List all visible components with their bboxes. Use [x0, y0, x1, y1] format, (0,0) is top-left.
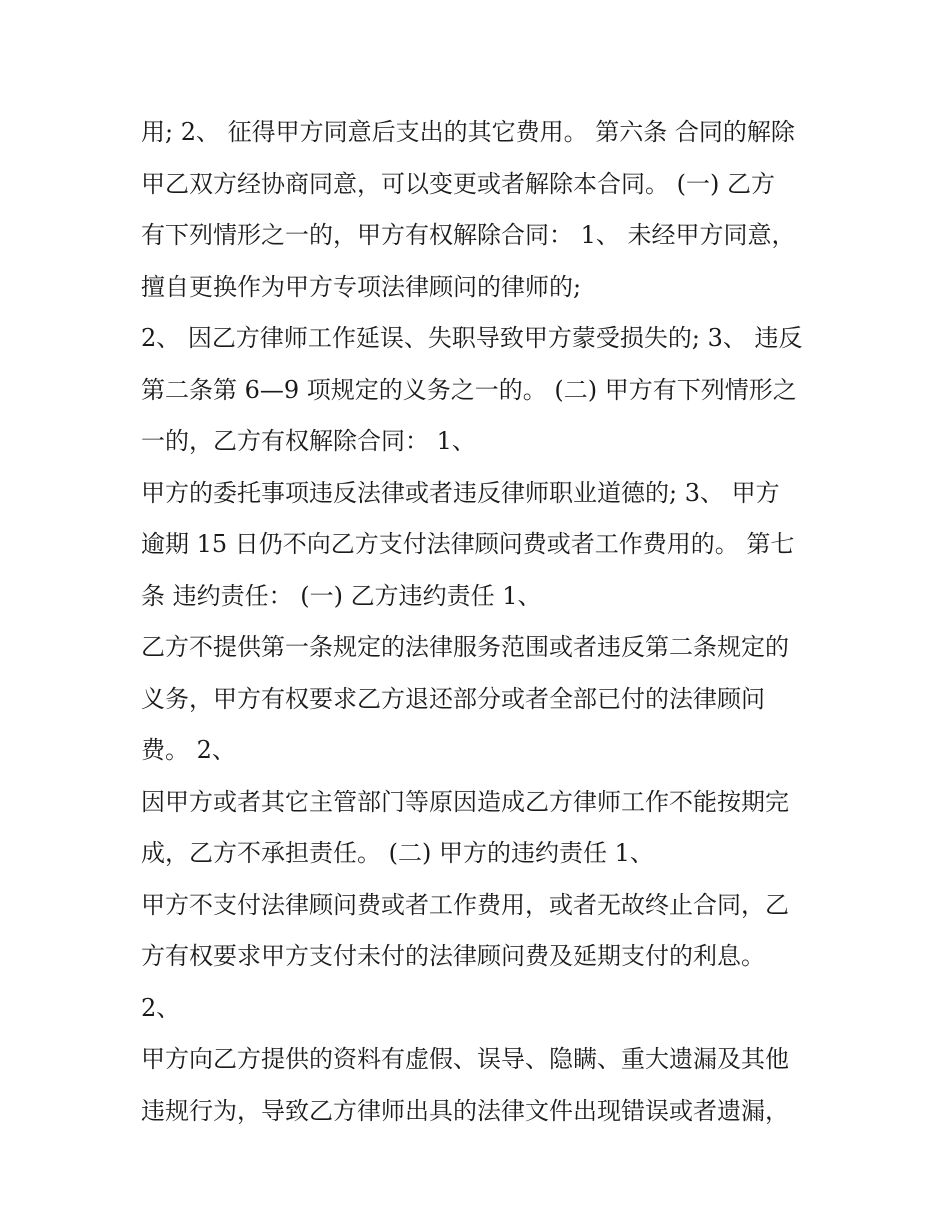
text-line: 2、 因乙方律师工作延误、失职导致甲方蒙受损失的; 3、 违反: [141, 324, 803, 352]
text-line: 一的，乙方有权解除合同： 1、: [141, 427, 476, 455]
text-line: 用; 2、 征得甲方同意后支出的其它费用。 第六条 合同的解除: [141, 118, 795, 146]
contract-text-block: [141, 107, 821, 1137]
text-line: 甲方的委托事项违反法律或者违反律师职业道德的; 3、 甲方: [141, 478, 780, 507]
text-line: 条 违约责任： (一) 乙方违约责任 1、: [141, 581, 542, 610]
text-line: 擅自更换作为甲方专项法律顾问的律师的;: [141, 272, 582, 301]
text-line: 逾期 15 日仍不向乙方支付法律顾问费或者工作费用的。 第七: [141, 530, 795, 558]
text-line: 第二条第 6—9 项规定的义务之一的。 (二) 甲方有下列情形之: [141, 375, 797, 404]
text-line: 甲乙双方经协商同意，可以变更或者解除本合同。 (一) 乙方: [141, 169, 775, 198]
text-line: 费。 2、: [141, 736, 236, 764]
text-line: 甲方不支付法律顾问费或者工作费用，或者无故终止合同，乙: [141, 890, 789, 919]
text-line: 有下列情形之一的，甲方有权解除合同： 1、 未经甲方同意，: [141, 221, 796, 249]
text-line: 义务，甲方有权要求乙方退还部分或者全部已付的法律顾问: [141, 684, 765, 713]
text-line: 甲方向乙方提供的资料有虚假、误导、隐瞒、重大遗漏及其他: [141, 1045, 789, 1073]
text-line: 方有权要求甲方支付未付的法律顾问费及延期支付的利息。: [141, 942, 765, 970]
text-line: 2、: [141, 993, 181, 1022]
text-line: 成，乙方不承担责任。 (二) 甲方的违约责任 1、: [141, 839, 654, 867]
text-line: 乙方不提供第一条规定的法律服务范围或者违反第二条规定的: [141, 633, 789, 661]
text-line: 违规行为，导致乙方律师出具的法律文件出现错误或者遗漏，: [141, 1096, 789, 1125]
text-line: 因甲方或者其它主管部门等原因造成乙方律师工作不能按期完: [141, 787, 789, 816]
